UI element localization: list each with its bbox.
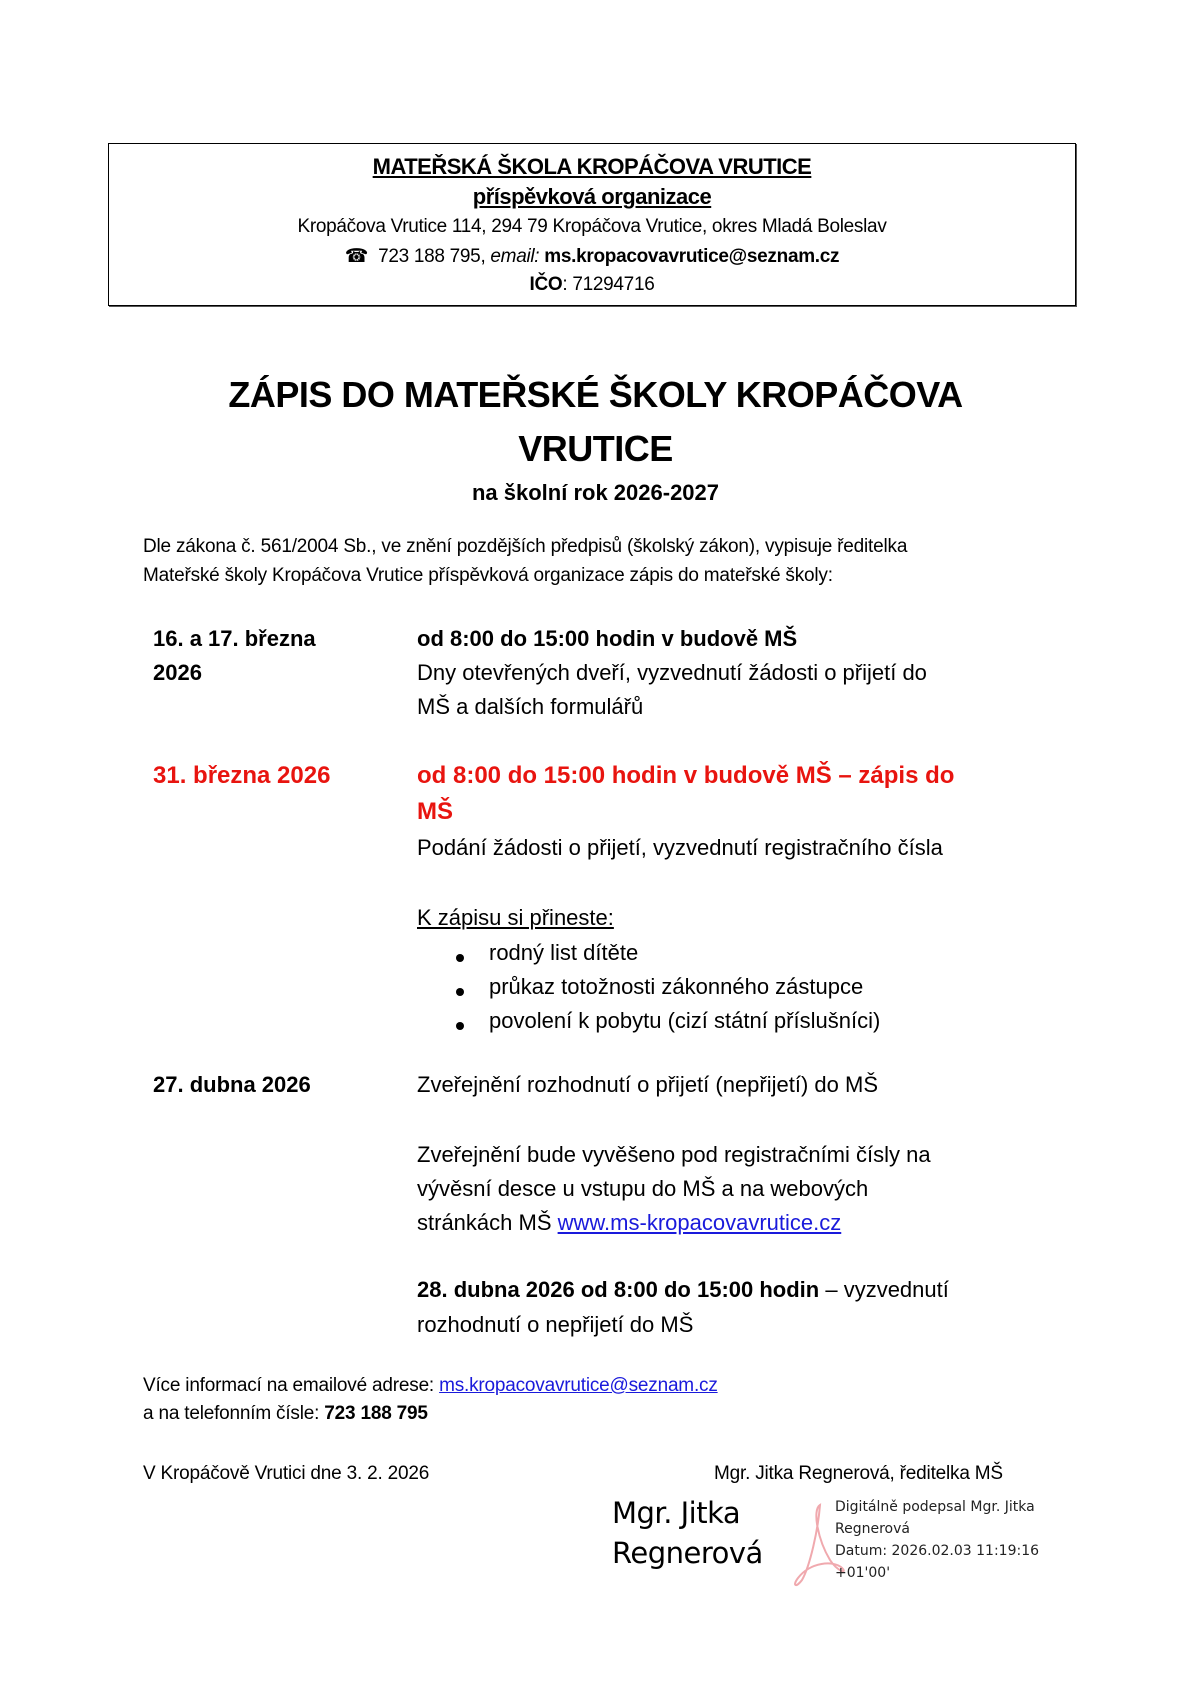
row3-desc: Zveřejnění rozhodnutí o přijetí (nepřijetí) do MŠ xyxy=(417,1072,879,1097)
bring-heading: K zápisu si přineste: xyxy=(417,905,614,930)
document-title-line1: ZÁPIS DO MATEŘSKÉ ŠKOLY KROPÁČOVA xyxy=(228,374,963,415)
org-type: příspěvková organizace xyxy=(472,184,712,209)
publish-line2: vývěsní desce u vstupu do MŠ a na webových xyxy=(417,1176,869,1201)
ico-label: IČO xyxy=(529,274,563,295)
signature-name-line2: Regnerová xyxy=(612,1536,763,1570)
publish-line3: stránkách MŠ www.ms-kropacovavrutice.cz xyxy=(417,1210,842,1235)
org-phone: 723 188 795, xyxy=(378,246,486,267)
row1-desc-line2: MŠ a dalších formulářů xyxy=(417,694,644,719)
row2-time-line1: od 8:00 do 15:00 hodin v budově MŠ – zápis do xyxy=(417,762,955,789)
row2-date: 31. března 2026 xyxy=(153,762,331,789)
pickup-line2: rozhodnutí o nepřijetí do MŠ xyxy=(417,1312,694,1337)
letterhead-box xyxy=(108,143,1076,306)
bring-item: průkaz totožnosti zákonného zástupce xyxy=(489,974,864,999)
signature-info-line1: Digitálně podepsal Mgr. Jitka xyxy=(835,1499,1035,1515)
publish-line1: Zveřejnění bude vyvěšeno pod registračními čísly na xyxy=(417,1142,931,1167)
row1-date-line2: 2026 xyxy=(153,660,202,685)
website-link[interactable]: www.ms-kropacovavrutice.cz xyxy=(557,1210,842,1235)
signature-info-line2: Regnerová xyxy=(835,1521,910,1537)
bullet-icon xyxy=(456,988,464,996)
org-ico xyxy=(109,274,1075,296)
bring-item: povolení k pobytu (cizí státní příslušníci) xyxy=(489,1008,881,1033)
org-contact xyxy=(109,245,1075,268)
contact-email-link[interactable]: ms.kropacovavrutice@seznam.cz xyxy=(439,1375,718,1396)
contact-phone: 723 188 795 xyxy=(324,1403,428,1424)
email-label: email: xyxy=(490,246,540,267)
bullet-icon xyxy=(456,954,464,962)
signatory: Mgr. Jitka Regnerová, ředitelka MŠ xyxy=(714,1463,1003,1484)
row1-desc-line1: Dny otevřených dveří, vyzvednutí žádosti o přijetí do xyxy=(417,660,927,685)
org-address: Kropáčova Vrutice 114, 294 79 Kropáčova Vrutice, okres Mladá Boleslav xyxy=(297,216,887,237)
row1-time: od 8:00 do 15:00 hodin v budově MŠ xyxy=(417,626,798,651)
org-email[interactable]: ms.kropacovavrutice@seznam.cz xyxy=(544,246,840,267)
bring-item: rodný list dítěte xyxy=(489,940,639,965)
signature-info-line4: +01'00' xyxy=(835,1565,891,1581)
intro-line1: Dle zákona č. 561/2004 Sb., ve znění pozdějších předpisů (školský zákon), vypisuje ředitelka xyxy=(143,536,908,557)
ico-value: : 71294716 xyxy=(562,274,655,295)
document-title-line2: VRUTICE xyxy=(518,428,673,469)
more-info-line: Více informací na emailové adrese: ms.kropacovavrutice@seznam.cz xyxy=(143,1375,718,1396)
row2-desc: Podání žádosti o přijetí, vyzvednutí registračního čísla xyxy=(417,835,943,860)
pickup-line1: 28. dubna 2026 od 8:00 do 15:00 hodin – vyzvednutí xyxy=(417,1277,949,1302)
bullet-icon xyxy=(456,1022,464,1030)
row2-time-line2: MŠ xyxy=(417,798,453,825)
org-name: MATEŘSKÁ ŠKOLA KROPÁČOVA VRUTICE xyxy=(372,154,812,179)
signature-info-line3: Datum: 2026.02.03 11:19:16 xyxy=(835,1543,1040,1559)
signature-name-line1: Mgr. Jitka xyxy=(612,1496,741,1530)
document-subtitle: na školní rok 2026-2027 xyxy=(471,480,720,505)
phone-icon: ☎ xyxy=(344,246,369,267)
intro-line2: Mateřské školy Kropáčova Vrutice příspěvková organizace zápis do mateřské školy: xyxy=(143,565,833,586)
row1-date-line1: 16. a 17. března xyxy=(153,626,316,651)
place-date: V Kropáčově Vrutici dne 3. 2. 2026 xyxy=(143,1463,430,1484)
phone-line: a na telefonním čísle: 723 188 795 xyxy=(143,1403,428,1424)
row3-date: 27. dubna 2026 xyxy=(153,1072,311,1097)
